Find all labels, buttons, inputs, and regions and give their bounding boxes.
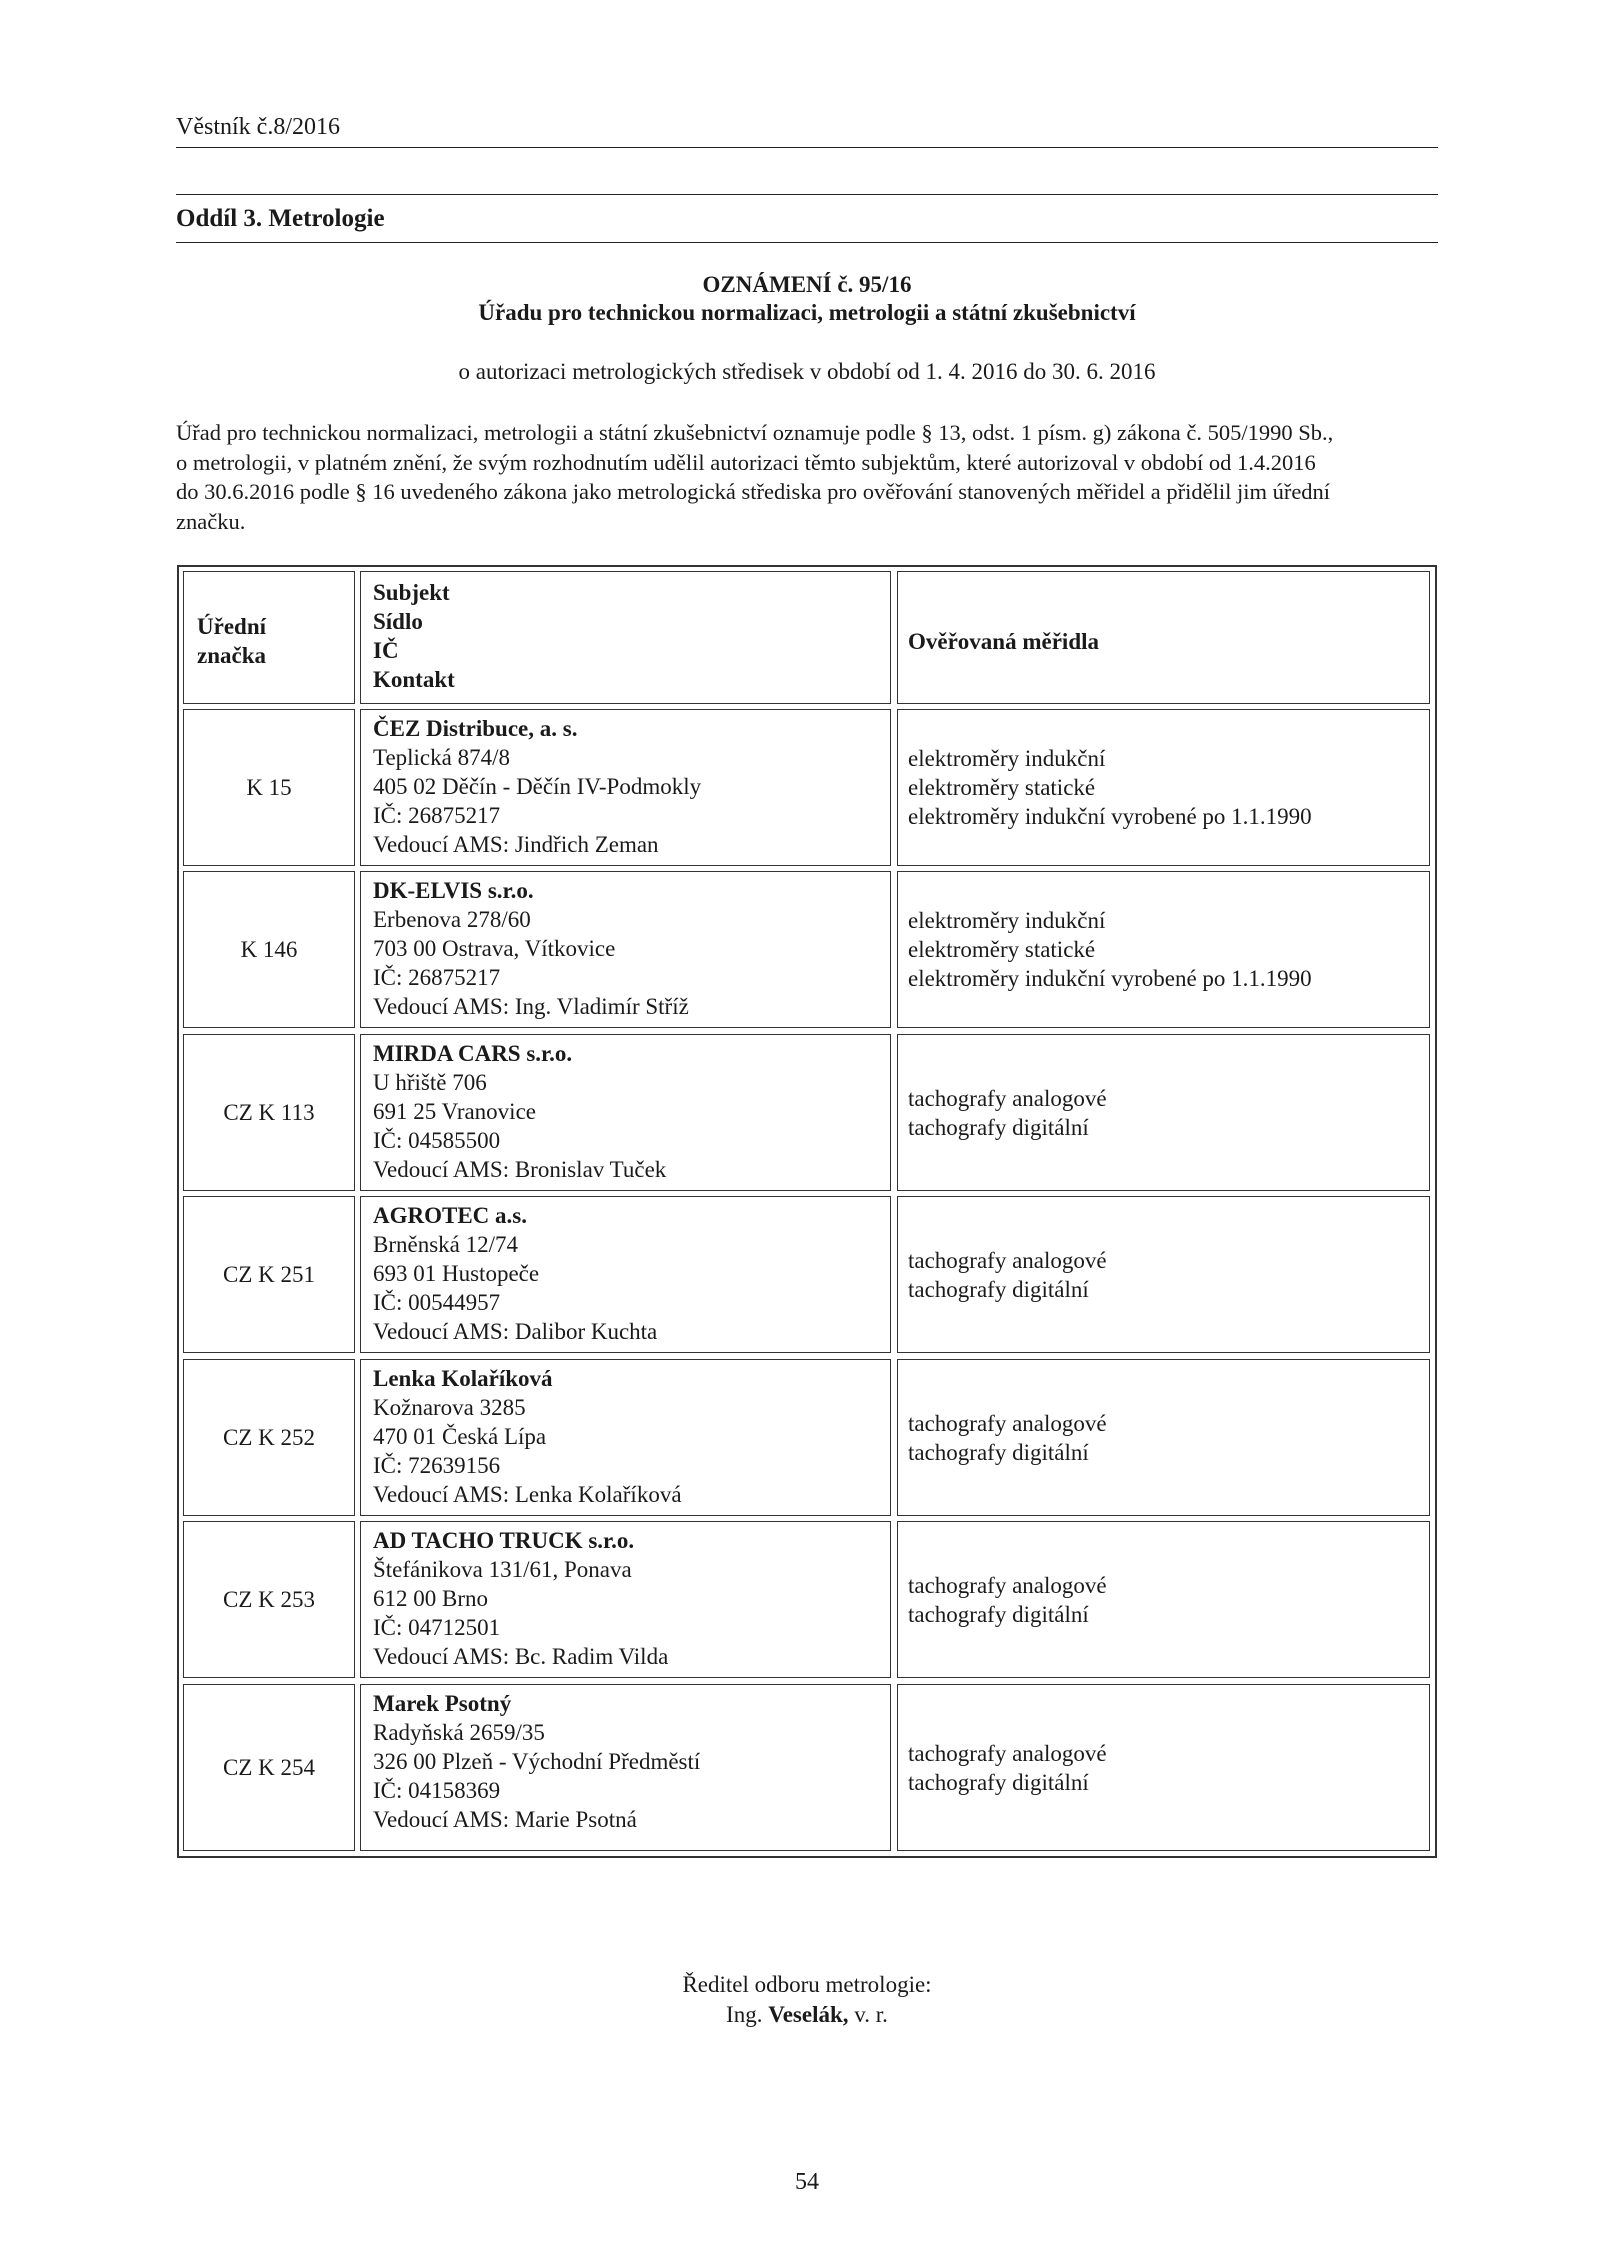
device-item: tachografy analogové: [908, 1085, 1107, 1111]
device-item: tachografy digitální: [908, 1769, 1089, 1795]
devices-cell: [897, 1196, 1430, 1353]
section-title: Oddíl 3. Metrologie: [176, 194, 1438, 243]
device-item: elektroměry statické: [908, 937, 1096, 962]
subject-contact: Vedoucí AMS: Marie Psotná: [373, 1807, 637, 1832]
devices-cell: [897, 1359, 1430, 1516]
official-mark: CZ K 254: [183, 1684, 355, 1851]
subject-contact: Vedoucí AMS: Bc. Radim Vilda: [373, 1644, 669, 1669]
subject-ic: IČ: 00544957: [373, 1290, 501, 1315]
device-item: elektroměry indukční: [908, 908, 1106, 933]
subject-city: 612 00 Brno: [373, 1586, 488, 1611]
official-mark: K 146: [183, 871, 355, 1028]
official-mark: CZ K 251: [183, 1196, 355, 1353]
subject-street: Teplická 874/8: [373, 745, 510, 770]
subject-contact: Vedoucí AMS: Bronislav Tuček: [373, 1157, 667, 1182]
header-devices: Ověřovaná měřidla: [897, 571, 1430, 704]
subject-name: MIRDA CARS s.r.o.: [373, 1041, 573, 1066]
subject-name: AGROTEC a.s.: [373, 1203, 527, 1228]
intro-line: o metrologii, v platném znění, že svým rozhodnutím udělil autorizaci těmto subjektům, které autorizoval v období od 1.4.2016: [176, 449, 1316, 475]
subject-ic: IČ: 26875217: [373, 803, 501, 828]
subject-street: Štefánikova 131/61, Ponava: [373, 1557, 632, 1582]
devices-cell: [897, 1684, 1430, 1851]
device-item: tachografy digitální: [908, 1276, 1089, 1302]
subject-cell: [360, 1684, 891, 1851]
device-item: tachografy digitální: [908, 1601, 1089, 1627]
subject-street: Erbenova 278/60: [373, 907, 531, 932]
device-item: tachografy analogové: [908, 1410, 1107, 1436]
subject-street: U hřiště 706: [373, 1070, 487, 1095]
subject-name: DK-ELVIS s.r.o.: [373, 878, 534, 903]
subject-city: 326 00 Plzeň - Východní Předměstí: [373, 1749, 701, 1774]
subject-cell: [360, 871, 891, 1028]
official-mark: K 15: [183, 709, 355, 866]
subject-cell: [360, 1034, 891, 1191]
page-number: 54: [795, 2169, 819, 2195]
device-item: tachografy digitální: [908, 1439, 1089, 1465]
subject-cell: [360, 1196, 891, 1353]
subject-ic: IČ: 26875217: [373, 965, 501, 990]
subject-city: 703 00 Ostrava, Vítkovice: [373, 936, 616, 961]
subject-ic: IČ: 04585500: [373, 1128, 501, 1153]
subject-city: 405 02 Děčín - Děčín IV-Podmokly: [373, 774, 702, 799]
subject-street: Radyňská 2659/35: [373, 1720, 545, 1745]
signature-block: [176, 1970, 1438, 2030]
notice-period: o autorizaci metrologických středisek v období od 1. 4. 2016 do 30. 6. 2016: [458, 359, 1156, 384]
subject-city: 693 01 Hustopeče: [373, 1261, 540, 1286]
subject-street: Kožnarova 3285: [373, 1395, 526, 1420]
intro-line: do 30.6.2016 podle § 16 uvedeného zákona jako metrologická střediska pro ověřování stanovených měřidel a přidělil jim úřední: [176, 479, 1331, 504]
subject-contact: Vedoucí AMS: Jindřich Zeman: [373, 832, 659, 857]
devices-cell: [897, 1034, 1430, 1191]
running-header: [176, 112, 1438, 148]
subject-name: AD TACHO TRUCK s.r.o.: [373, 1528, 635, 1553]
journal-issue: Věstník č.8/2016: [176, 114, 340, 140]
official-mark: CZ K 253: [183, 1521, 355, 1678]
device-item: tachografy digitální: [908, 1114, 1089, 1140]
subject-cell: [360, 1521, 891, 1678]
device-item: tachografy analogové: [908, 1247, 1107, 1273]
subject-name: Marek Psotný: [373, 1691, 512, 1716]
subject-ic: IČ: 04158369: [373, 1778, 501, 1803]
intro-line: Úřad pro technickou normalizaci, metrologii a státní zkušebnictví oznamuje podle § 13, odst. 1 písm. g) zákona č. 505/1990 Sb.,: [176, 420, 1334, 445]
subject-city: 470 01 Česká Lípa: [373, 1424, 547, 1449]
header-subject: Subjekt Sídlo IČ Kontakt: [360, 571, 891, 704]
device-item: tachografy analogové: [908, 1740, 1107, 1766]
subject-contact: Vedoucí AMS: Ing. Vladimír Stříž: [373, 994, 689, 1019]
signature-name: Ing. Veselák, v. r.: [726, 2002, 888, 2027]
notice-issuer: Úřadu pro technickou normalizaci, metrologii a státní zkušebnictví: [478, 300, 1136, 325]
device-item: elektroměry indukční vyrobené po 1.1.1990: [908, 966, 1312, 991]
subject-contact: Vedoucí AMS: Dalibor Kuchta: [373, 1319, 658, 1344]
official-mark: CZ K 252: [183, 1359, 355, 1516]
subject-contact: Vedoucí AMS: Lenka Kolaříková: [373, 1482, 682, 1507]
subject-street: Brněnská 12/74: [373, 1232, 519, 1257]
official-mark: CZ K 113: [183, 1034, 355, 1191]
subject-ic: IČ: 72639156: [373, 1453, 501, 1478]
subject-cell: [360, 709, 891, 866]
subject-cell: [360, 1359, 891, 1516]
subject-city: 691 25 Vranovice: [373, 1099, 536, 1124]
device-item: elektroměry indukční vyrobené po 1.1.1990: [908, 804, 1312, 829]
device-item: elektroměry statické: [908, 775, 1096, 800]
device-item: elektroměry indukční: [908, 746, 1106, 771]
intro-line: značku.: [176, 508, 246, 534]
device-item: tachografy analogové: [908, 1572, 1107, 1598]
intro-paragraph: [176, 418, 1438, 536]
subject-name: Lenka Kolaříková: [373, 1366, 553, 1391]
devices-cell: [897, 871, 1430, 1028]
subject-name: ČEZ Distribuce, a. s.: [373, 716, 578, 741]
header-mark: Úřední značka: [183, 571, 355, 704]
devices-cell: [897, 709, 1430, 866]
signature-role: Ředitel odboru metrologie:: [682, 1972, 932, 1997]
notice-title: OZNÁMENÍ č. 95/16: [702, 272, 912, 297]
subject-ic: IČ: 04712501: [373, 1615, 501, 1640]
devices-cell: [897, 1521, 1430, 1678]
